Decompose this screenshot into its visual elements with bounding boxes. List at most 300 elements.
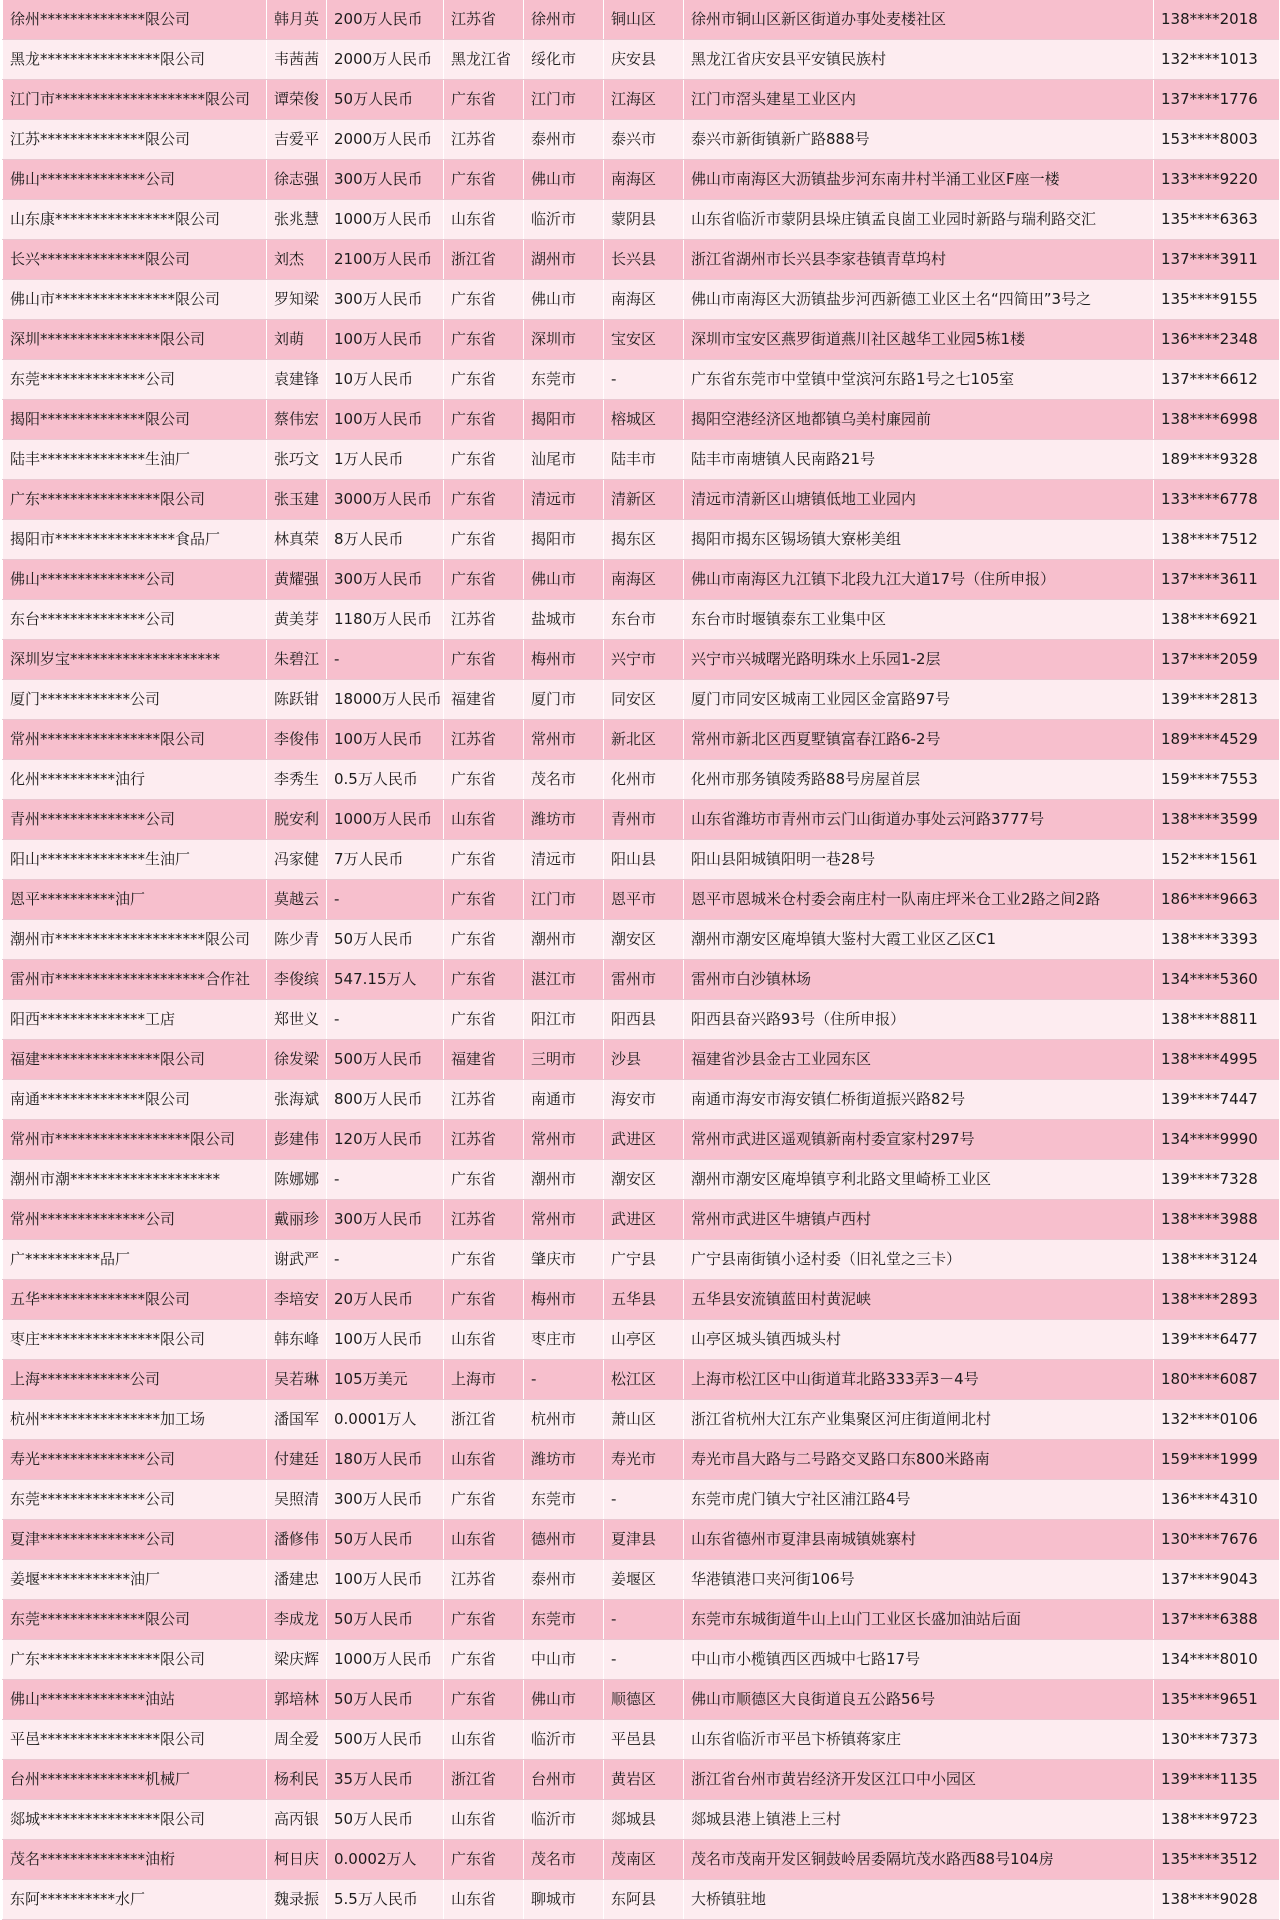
city-cell: 佛山市 — [524, 560, 604, 600]
district-cell: 泰兴市 — [604, 120, 684, 160]
phone-cell: 136****4310 — [1154, 1480, 1279, 1520]
table-row — [3, 880, 1279, 920]
phone-cell: 134****8010 — [1154, 1640, 1279, 1680]
city-cell: 三明市 — [524, 1040, 604, 1080]
capital-cell: 8万人民币 — [327, 520, 444, 560]
city-cell: 德州市 — [524, 1520, 604, 1560]
capital-cell: 2000万人民币 — [327, 40, 444, 80]
province-cell: 广东省 — [444, 80, 524, 120]
phone-cell: 138****9723 — [1154, 1800, 1279, 1840]
city-cell: 泰州市 — [524, 120, 604, 160]
legal-rep-cell: 张兆慧 — [267, 200, 327, 240]
table-row — [3, 440, 1279, 480]
phone-cell: 138****9028 — [1154, 1880, 1279, 1920]
company-name-cell: 佛山**************公司 — [3, 160, 267, 200]
province-cell: 山东省 — [444, 1440, 524, 1480]
province-cell: 广东省 — [444, 960, 524, 1000]
legal-rep-cell: 陈跃钳 — [267, 680, 327, 720]
company-name-cell: 夏津**************公司 — [3, 1520, 267, 1560]
legal-rep-cell: 韩东峰 — [267, 1320, 327, 1360]
table-row — [3, 400, 1279, 440]
table-row — [3, 1160, 1279, 1200]
city-cell: 临沂市 — [524, 1800, 604, 1840]
company-name-cell: 化州**********油行 — [3, 760, 267, 800]
phone-cell: 152****1561 — [1154, 840, 1279, 880]
address-cell: 浙江省台州市黄岩经济开发区江口中小园区 — [684, 1760, 1154, 1800]
phone-cell: 137****2059 — [1154, 640, 1279, 680]
province-cell: 广东省 — [444, 480, 524, 520]
legal-rep-cell: 戴丽珍 — [267, 1200, 327, 1240]
address-cell: 茂名市茂南开发区铜鼓岭居委隔坑茂水路西88号104房 — [684, 1840, 1154, 1880]
address-cell: 深圳市宝安区燕罗街道燕川社区越华工业园5栋1楼 — [684, 320, 1154, 360]
capital-cell: 500万人民币 — [327, 1720, 444, 1760]
legal-rep-cell: 韦茜茜 — [267, 40, 327, 80]
table-row — [3, 280, 1279, 320]
table-row — [3, 680, 1279, 720]
phone-cell: 189****4529 — [1154, 720, 1279, 760]
table-row — [3, 1880, 1279, 1920]
capital-cell: 3000万人民币 — [327, 480, 444, 520]
capital-cell: 50万人民币 — [327, 1680, 444, 1720]
phone-cell: 130****7676 — [1154, 1520, 1279, 1560]
legal-rep-cell: 冯家健 — [267, 840, 327, 880]
table-row — [3, 760, 1279, 800]
province-cell: 山东省 — [444, 1720, 524, 1760]
legal-rep-cell: 林真荣 — [267, 520, 327, 560]
table-row — [3, 920, 1279, 960]
district-cell: 同安区 — [604, 680, 684, 720]
province-cell: 山东省 — [444, 1800, 524, 1840]
city-cell: 揭阳市 — [524, 400, 604, 440]
company-name-cell: 江门市********************限公司 — [3, 80, 267, 120]
phone-cell: 159****7553 — [1154, 760, 1279, 800]
capital-cell: 0.0001万人 — [327, 1400, 444, 1440]
address-cell: 大桥镇驻地 — [684, 1880, 1154, 1920]
province-cell: 江苏省 — [444, 1120, 524, 1160]
district-cell: 潮安区 — [604, 920, 684, 960]
district-cell: 清新区 — [604, 480, 684, 520]
district-cell: 阳西县 — [604, 1000, 684, 1040]
table-row — [3, 800, 1279, 840]
district-cell: 东阿县 — [604, 1880, 684, 1920]
company-name-cell: 陆丰**************生油厂 — [3, 440, 267, 480]
legal-rep-cell: 彭建伟 — [267, 1120, 327, 1160]
company-name-cell: 广**********品厂 — [3, 1240, 267, 1280]
city-cell: 佛山市 — [524, 280, 604, 320]
district-cell: 东台市 — [604, 600, 684, 640]
city-cell: 潮州市 — [524, 920, 604, 960]
table-row — [3, 40, 1279, 80]
company-name-cell: 上海************公司 — [3, 1360, 267, 1400]
city-cell: 台州市 — [524, 1760, 604, 1800]
province-cell: 山东省 — [444, 1520, 524, 1560]
company-name-cell: 广东****************限公司 — [3, 480, 267, 520]
city-cell: 清远市 — [524, 840, 604, 880]
district-cell: 恩平市 — [604, 880, 684, 920]
address-cell: 厦门市同安区城南工业园区金富路97号 — [684, 680, 1154, 720]
table-row — [3, 1800, 1279, 1840]
province-cell: 山东省 — [444, 800, 524, 840]
company-name-cell: 寿光**************公司 — [3, 1440, 267, 1480]
province-cell: 广东省 — [444, 1840, 524, 1880]
capital-cell: 1万人民币 — [327, 440, 444, 480]
company-name-cell: 南通**************限公司 — [3, 1080, 267, 1120]
city-cell: 江门市 — [524, 80, 604, 120]
capital-cell: 800万人民币 — [327, 1080, 444, 1120]
legal-rep-cell: 陈娜娜 — [267, 1160, 327, 1200]
address-cell: 恩平市恩城米仓村委会南庄村一队南庄坪米仓工业2路之间2路 — [684, 880, 1154, 920]
phone-cell: 137****1776 — [1154, 80, 1279, 120]
city-cell: 茂名市 — [524, 760, 604, 800]
company-name-cell: 揭阳市****************食品厂 — [3, 520, 267, 560]
province-cell: 山东省 — [444, 1880, 524, 1920]
city-cell: - — [524, 1360, 604, 1400]
phone-cell: 138****6998 — [1154, 400, 1279, 440]
phone-cell: 134****9990 — [1154, 1120, 1279, 1160]
district-cell: 郯城县 — [604, 1800, 684, 1840]
phone-cell: 134****5360 — [1154, 960, 1279, 1000]
province-cell: 广东省 — [444, 1240, 524, 1280]
city-cell: 清远市 — [524, 480, 604, 520]
capital-cell: 1180万人民币 — [327, 600, 444, 640]
province-cell: 上海市 — [444, 1360, 524, 1400]
phone-cell: 132****0106 — [1154, 1400, 1279, 1440]
address-cell: 山东省临沂市平邑卞桥镇蒋家庄 — [684, 1720, 1154, 1760]
phone-cell: 137****3911 — [1154, 240, 1279, 280]
table-row — [3, 480, 1279, 520]
province-cell: 广东省 — [444, 640, 524, 680]
capital-cell: 0.5万人民币 — [327, 760, 444, 800]
legal-rep-cell: 李秀生 — [267, 760, 327, 800]
address-cell: 东莞市东城街道牛山上山门工业区长盛加油站后面 — [684, 1600, 1154, 1640]
address-cell: 佛山市南海区大沥镇盐步河西新德工业区土名“四简田”3号之 — [684, 280, 1154, 320]
city-cell: 潮州市 — [524, 1160, 604, 1200]
phone-cell: 138****7512 — [1154, 520, 1279, 560]
legal-rep-cell: 脱安利 — [267, 800, 327, 840]
legal-rep-cell: 付建廷 — [267, 1440, 327, 1480]
address-cell: 福建省沙县金古工业园东区 — [684, 1040, 1154, 1080]
table-row — [3, 0, 1279, 40]
capital-cell: 547.15万人 — [327, 960, 444, 1000]
company-name-cell: 青州**************公司 — [3, 800, 267, 840]
legal-rep-cell: 谭荣俊 — [267, 80, 327, 120]
city-cell: 阳江市 — [524, 1000, 604, 1040]
city-cell: 常州市 — [524, 1120, 604, 1160]
phone-cell: 135****6363 — [1154, 200, 1279, 240]
district-cell: 江海区 — [604, 80, 684, 120]
address-cell: 佛山市顺德区大良街道良五公路56号 — [684, 1680, 1154, 1720]
province-cell: 浙江省 — [444, 1400, 524, 1440]
address-cell: 山东省潍坊市青州市云门山街道办事处云河路3777号 — [684, 800, 1154, 840]
company-name-cell: 东阿**********水厂 — [3, 1880, 267, 1920]
city-cell: 湛江市 — [524, 960, 604, 1000]
phone-cell: 137****9043 — [1154, 1560, 1279, 1600]
city-cell: 厦门市 — [524, 680, 604, 720]
phone-cell: 189****9328 — [1154, 440, 1279, 480]
phone-cell: 133****9220 — [1154, 160, 1279, 200]
phone-cell: 139****7328 — [1154, 1160, 1279, 1200]
legal-rep-cell: 刘萌 — [267, 320, 327, 360]
city-cell: 茂名市 — [524, 1840, 604, 1880]
table-row — [3, 1720, 1279, 1760]
company-name-cell: 福建****************限公司 — [3, 1040, 267, 1080]
city-cell: 东莞市 — [524, 1600, 604, 1640]
legal-rep-cell: 张玉建 — [267, 480, 327, 520]
legal-rep-cell: 刘杰 — [267, 240, 327, 280]
table-row — [3, 720, 1279, 760]
capital-cell: 300万人民币 — [327, 1480, 444, 1520]
district-cell: 化州市 — [604, 760, 684, 800]
table-row — [3, 320, 1279, 360]
city-cell: 临沂市 — [524, 200, 604, 240]
province-cell: 江苏省 — [444, 600, 524, 640]
phone-cell: 186****9663 — [1154, 880, 1279, 920]
address-cell: 东莞市虎门镇大宁社区浦江路4号 — [684, 1480, 1154, 1520]
capital-cell: 300万人民币 — [327, 280, 444, 320]
address-cell: 潮州市潮安区庵埠镇大鉴村大霞工业区乙区C1 — [684, 920, 1154, 960]
phone-cell: 138****4995 — [1154, 1040, 1279, 1080]
district-cell: 黄岩区 — [604, 1760, 684, 1800]
table-row — [3, 1440, 1279, 1480]
company-name-cell: 广东****************限公司 — [3, 1640, 267, 1680]
table-row — [3, 240, 1279, 280]
district-cell: 南海区 — [604, 160, 684, 200]
phone-cell: 138****8811 — [1154, 1000, 1279, 1040]
capital-cell: 105万美元 — [327, 1360, 444, 1400]
phone-cell: 138****2018 — [1154, 0, 1279, 40]
district-cell: 山亭区 — [604, 1320, 684, 1360]
capital-cell: 100万人民币 — [327, 1320, 444, 1360]
company-name-cell: 常州****************限公司 — [3, 720, 267, 760]
company-name-cell: 东莞**************公司 — [3, 1480, 267, 1520]
city-cell: 江门市 — [524, 880, 604, 920]
province-cell: 江苏省 — [444, 120, 524, 160]
city-cell: 常州市 — [524, 720, 604, 760]
address-cell: 泰兴市新街镇新广路888号 — [684, 120, 1154, 160]
phone-cell: 139****6477 — [1154, 1320, 1279, 1360]
district-cell: - — [604, 1600, 684, 1640]
capital-cell: 50万人民币 — [327, 1800, 444, 1840]
phone-cell: 180****6087 — [1154, 1360, 1279, 1400]
legal-rep-cell: 吴照清 — [267, 1480, 327, 1520]
address-cell: 常州市武进区遥观镇新南村委宣家村297号 — [684, 1120, 1154, 1160]
address-cell: 兴宁市兴城曙光路明珠水上乐园1-2层 — [684, 640, 1154, 680]
city-cell: 梅州市 — [524, 640, 604, 680]
capital-cell: 300万人民币 — [327, 160, 444, 200]
legal-rep-cell: 魏录振 — [267, 1880, 327, 1920]
city-cell: 深圳市 — [524, 320, 604, 360]
legal-rep-cell: 黄美芽 — [267, 600, 327, 640]
legal-rep-cell: 李培安 — [267, 1280, 327, 1320]
capital-cell: 120万人民币 — [327, 1120, 444, 1160]
district-cell: 武进区 — [604, 1120, 684, 1160]
legal-rep-cell: 郭培林 — [267, 1680, 327, 1720]
company-name-cell: 黑龙****************限公司 — [3, 40, 267, 80]
legal-rep-cell: 韩月英 — [267, 0, 327, 40]
legal-rep-cell: 李俊缤 — [267, 960, 327, 1000]
capital-cell: 500万人民币 — [327, 1040, 444, 1080]
company-name-cell: 恩平**********油厂 — [3, 880, 267, 920]
table-row — [3, 520, 1279, 560]
legal-rep-cell: 莫越云 — [267, 880, 327, 920]
phone-cell: 153****8003 — [1154, 120, 1279, 160]
capital-cell: 200万人民币 — [327, 0, 444, 40]
address-cell: 郯城县港上镇港上三村 — [684, 1800, 1154, 1840]
table-row — [3, 120, 1279, 160]
district-cell: 顺德区 — [604, 1680, 684, 1720]
company-name-cell: 五华**************限公司 — [3, 1280, 267, 1320]
phone-cell: 138****6921 — [1154, 600, 1279, 640]
table-row — [3, 1560, 1279, 1600]
capital-cell: 100万人民币 — [327, 400, 444, 440]
province-cell: 浙江省 — [444, 240, 524, 280]
phone-cell: 132****1013 — [1154, 40, 1279, 80]
city-cell: 常州市 — [524, 1200, 604, 1240]
address-cell: 山东省临沂市蒙阴县垛庄镇孟良崮工业园时新路与瑞利路交汇 — [684, 200, 1154, 240]
company-name-cell: 佛山市****************限公司 — [3, 280, 267, 320]
company-name-cell: 深圳岁宝******************** — [3, 640, 267, 680]
province-cell: 广东省 — [444, 1160, 524, 1200]
phone-cell: 138****3124 — [1154, 1240, 1279, 1280]
capital-cell: 18000万人民币 — [327, 680, 444, 720]
table-row — [3, 80, 1279, 120]
province-cell: 广东省 — [444, 1600, 524, 1640]
table-row — [3, 1320, 1279, 1360]
district-cell: 兴宁市 — [604, 640, 684, 680]
legal-rep-cell: 谢武严 — [267, 1240, 327, 1280]
district-cell: 铜山区 — [604, 0, 684, 40]
city-cell: 梅州市 — [524, 1280, 604, 1320]
district-cell: - — [604, 1480, 684, 1520]
phone-cell: 136****2348 — [1154, 320, 1279, 360]
table-row — [3, 360, 1279, 400]
district-cell: 武进区 — [604, 1200, 684, 1240]
legal-rep-cell: 陈少青 — [267, 920, 327, 960]
table-row — [3, 1000, 1279, 1040]
city-cell: 泰州市 — [524, 1560, 604, 1600]
phone-cell: 137****3611 — [1154, 560, 1279, 600]
city-cell: 佛山市 — [524, 160, 604, 200]
city-cell: 湖州市 — [524, 240, 604, 280]
company-name-cell: 平邑****************限公司 — [3, 1720, 267, 1760]
company-name-cell: 东台**************公司 — [3, 600, 267, 640]
district-cell: 南海区 — [604, 280, 684, 320]
company-name-cell: 杭州****************加工场 — [3, 1400, 267, 1440]
table-row — [3, 1280, 1279, 1320]
capital-cell: - — [327, 1240, 444, 1280]
capital-cell: 10万人民币 — [327, 360, 444, 400]
company-name-cell: 枣庄****************限公司 — [3, 1320, 267, 1360]
city-cell: 枣庄市 — [524, 1320, 604, 1360]
company-name-cell: 佛山**************公司 — [3, 560, 267, 600]
address-cell: 黑龙江省庆安县平安镇民族村 — [684, 40, 1154, 80]
legal-rep-cell: 梁庆辉 — [267, 1640, 327, 1680]
address-cell: 常州市新北区西夏墅镇富春江路6-2号 — [684, 720, 1154, 760]
capital-cell: 50万人民币 — [327, 1600, 444, 1640]
district-cell: 沙县 — [604, 1040, 684, 1080]
phone-cell: 139****2813 — [1154, 680, 1279, 720]
capital-cell: - — [327, 1160, 444, 1200]
legal-rep-cell: 高丙银 — [267, 1800, 327, 1840]
address-cell: 阳西县奋兴路93号（住所申报） — [684, 1000, 1154, 1040]
province-cell: 黑龙江省 — [444, 40, 524, 80]
company-name-cell: 江苏**************限公司 — [3, 120, 267, 160]
district-cell: 陆丰市 — [604, 440, 684, 480]
city-cell: 徐州市 — [524, 0, 604, 40]
capital-cell: 50万人民币 — [327, 920, 444, 960]
company-name-cell: 潮州市潮******************** — [3, 1160, 267, 1200]
city-cell: 聊城市 — [524, 1880, 604, 1920]
company-name-cell: 郯城****************限公司 — [3, 1800, 267, 1840]
company-name-cell: 茂名**************油桁 — [3, 1840, 267, 1880]
legal-rep-cell: 徐志强 — [267, 160, 327, 200]
capital-cell: - — [327, 640, 444, 680]
city-cell: 肇庆市 — [524, 1240, 604, 1280]
province-cell: 山东省 — [444, 200, 524, 240]
district-cell: 潮安区 — [604, 1160, 684, 1200]
legal-rep-cell: 袁建锋 — [267, 360, 327, 400]
province-cell: 广东省 — [444, 560, 524, 600]
district-cell: 茂南区 — [604, 1840, 684, 1880]
legal-rep-cell: 张巧文 — [267, 440, 327, 480]
table-row — [3, 560, 1279, 600]
phone-cell: 159****1999 — [1154, 1440, 1279, 1480]
province-cell: 广东省 — [444, 1640, 524, 1680]
city-cell: 东莞市 — [524, 360, 604, 400]
address-cell: 揭阳空港经济区地都镇乌美村廉园前 — [684, 400, 1154, 440]
address-cell: 上海市松江区中山街道茸北路333弄3－4号 — [684, 1360, 1154, 1400]
city-cell: 杭州市 — [524, 1400, 604, 1440]
city-cell: 盐城市 — [524, 600, 604, 640]
company-name-cell: 佛山**************油站 — [3, 1680, 267, 1720]
province-cell: 江苏省 — [444, 1080, 524, 1120]
district-cell: 长兴县 — [604, 240, 684, 280]
province-cell: 广东省 — [444, 920, 524, 960]
province-cell: 广东省 — [444, 520, 524, 560]
legal-rep-cell: 李成龙 — [267, 1600, 327, 1640]
address-cell: 江门市滘头建星工业区内 — [684, 80, 1154, 120]
province-cell: 福建省 — [444, 1040, 524, 1080]
province-cell: 广东省 — [444, 1480, 524, 1520]
table-row — [3, 200, 1279, 240]
province-cell: 山东省 — [444, 1320, 524, 1360]
address-cell: 常州市武进区牛塘镇卢西村 — [684, 1200, 1154, 1240]
company-name-cell: 山东康****************限公司 — [3, 200, 267, 240]
address-cell: 华港镇港口夹河街106号 — [684, 1560, 1154, 1600]
address-cell: 雷州市白沙镇林场 — [684, 960, 1154, 1000]
table-row — [3, 1240, 1279, 1280]
legal-rep-cell: 朱碧江 — [267, 640, 327, 680]
phone-cell: 138****2893 — [1154, 1280, 1279, 1320]
district-cell: 海安市 — [604, 1080, 684, 1120]
capital-cell: 300万人民币 — [327, 1200, 444, 1240]
table-row — [3, 600, 1279, 640]
table-row — [3, 1120, 1279, 1160]
capital-cell: 100万人民币 — [327, 320, 444, 360]
company-name-cell: 阳西**************工店 — [3, 1000, 267, 1040]
city-cell: 中山市 — [524, 1640, 604, 1680]
district-cell: - — [604, 360, 684, 400]
address-cell: 山东省德州市夏津县南城镇姚寨村 — [684, 1520, 1154, 1560]
company-name-cell: 潮州市********************限公司 — [3, 920, 267, 960]
province-cell: 江苏省 — [444, 1560, 524, 1600]
table-row — [3, 640, 1279, 680]
city-cell: 揭阳市 — [524, 520, 604, 560]
city-cell: 佛山市 — [524, 1680, 604, 1720]
legal-rep-cell: 郑世义 — [267, 1000, 327, 1040]
legal-rep-cell: 潘国军 — [267, 1400, 327, 1440]
table-row — [3, 1360, 1279, 1400]
